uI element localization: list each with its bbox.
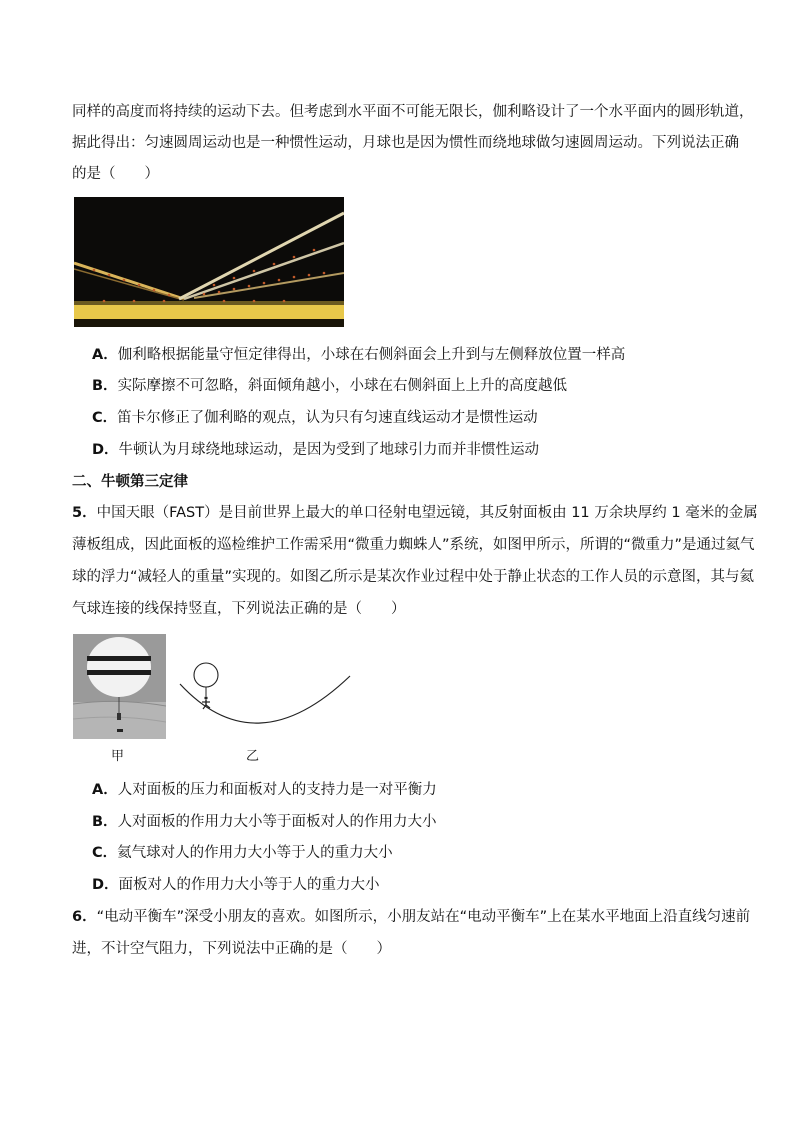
option-text: 面板对人的作用力大小等于人的重力大小 — [118, 877, 380, 893]
q5-option-d — [92, 875, 380, 895]
q4-option-b — [92, 376, 567, 396]
q4-option-a — [92, 345, 625, 365]
option-text: 实际摩擦不可忽略，斜面倾角越小，小球在右侧斜面上上升的高度越低 — [117, 378, 568, 394]
option-label: D． — [92, 442, 119, 458]
q5-text-line-1 — [72, 503, 758, 523]
option-text: 伽利略根据能量守恒定律得出，小球在右侧斜面会上升到与左侧释放位置一样高 — [117, 347, 626, 363]
section-heading: 二、牛顿第三定律 — [72, 474, 188, 490]
q4-option-d — [92, 440, 539, 460]
q5-option-c — [92, 843, 393, 863]
q4-text-line-3: 的是（ ） — [72, 166, 159, 182]
q4-option-c — [92, 408, 538, 428]
option-label: C． — [92, 410, 118, 426]
option-label: B． — [92, 378, 118, 394]
q4-text-line-2: 据此得出：匀速圆周运动也是一种惯性运动，月球也是因为惯性而绕地球做匀速圆周运动。下列说法正确 — [72, 135, 739, 151]
option-text: 氦气球对人的作用力大小等于人的重力大小 — [117, 845, 393, 861]
option-text: 牛顿认为月球绕地球运动，是因为受到了地球引力而并非惯性运动 — [118, 442, 540, 458]
q5-option-b — [92, 812, 437, 832]
option-label: A． — [92, 782, 118, 798]
galileo-ramp-photo — [74, 197, 344, 327]
option-label: A． — [92, 347, 118, 363]
figure-caption-jia: 甲 — [111, 749, 125, 764]
option-text: 人对面板的压力和面板对人的支持力是一对平衡力 — [117, 782, 437, 798]
q5-text-line-3: 球的浮力“减轻人的重量”实现的。如图乙所示是某次作业过程中处于静止状态的工作人员的示意图，其与氦 — [72, 569, 755, 585]
q5-option-a — [92, 780, 437, 800]
option-text: 人对面板的作用力大小等于面板对人的作用力大小 — [117, 814, 437, 830]
q6-text-line-1 — [72, 907, 750, 927]
q4-text-line-1: 同样的高度而将持续的运动下去。但考虑到水平面不可能无限长，伽利略设计了一个水平面内的圆形轨道， — [72, 104, 754, 120]
q5-text: 中国天眼（FAST）是目前世界上最大的单口径射电望远镜，其反射面板由 11 万余块厚约 1 毫米的金属 — [96, 505, 758, 521]
option-text: 笛卡尔修正了伽利略的观点，认为只有匀速直线运动才是惯性运动 — [117, 410, 538, 426]
q6-text: “电动平衡车”深受小朋友的喜欢。如图所示，小朋友站在“电动平衡车”上在某水平地面上沿直线匀速前 — [96, 909, 751, 925]
balloon-schematic-diagram — [176, 660, 356, 730]
option-label: B． — [92, 814, 118, 830]
balloon-photo — [73, 634, 166, 739]
q5-text-line-2: 薄板组成，因此面板的巡检维护工作需采用“微重力蜘蛛人”系统，如图甲所示，所谓的“微重力”是通过氦气 — [72, 537, 755, 553]
option-label: D． — [92, 877, 119, 893]
figure-caption-yi: 乙 — [246, 749, 260, 764]
question-number: 6． — [72, 909, 97, 925]
q6-text-line-2: 进，不计空气阻力，下列说法中正确的是（ ） — [72, 941, 391, 957]
question-number: 5． — [72, 505, 97, 521]
option-label: C． — [92, 845, 118, 861]
q5-text-line-4: 气球连接的线保持竖直，下列说法正确的是（ ） — [72, 601, 406, 617]
